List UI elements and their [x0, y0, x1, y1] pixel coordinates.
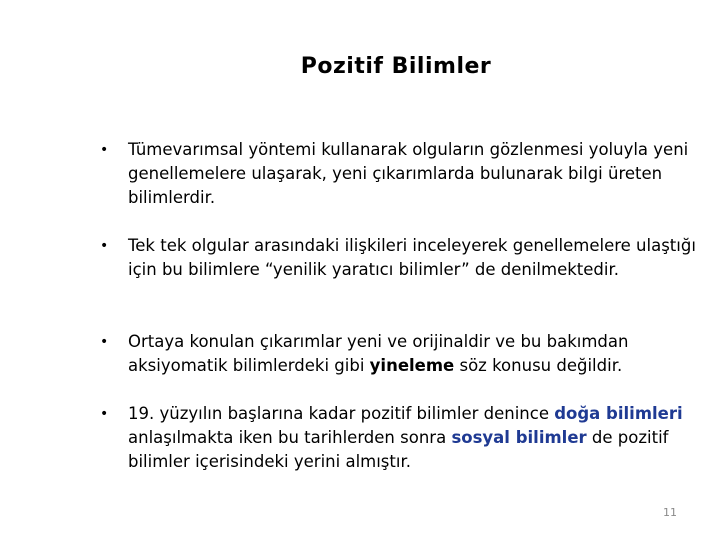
slide-title: Pozitif Bilimler: [300, 54, 492, 79]
bullet-marker: •: [100, 142, 109, 158]
bullet-item-1: [100, 138, 700, 210]
bullet-marker: •: [100, 238, 109, 254]
bullet-4-part-3: de pozitif bilimler içerisindeki yerini almıştır.: [128, 428, 669, 471]
bullet-marker: •: [100, 406, 109, 422]
bullet-item-2: [100, 234, 700, 282]
bullet-text-1: Tümevarımsal yöntemi kullanarak olguların gözlenmesi yoluyla yeni genellemelere ulaşarak, yeni çıkarımlarda bulunarak bilgi üreten bilimlerdir.: [128, 140, 689, 207]
bullet-4-part-1: 19. yüzyılın başlarına kadar pozitif bilimler denince: [128, 404, 555, 423]
bullet-text-3: [128, 330, 700, 378]
keyword-doga-bilimleri: doğa bilimleri: [554, 404, 683, 423]
keyword-yineleme: yineleme: [369, 356, 455, 375]
bullet-item-3: [100, 330, 700, 378]
keyword-sosyal-bilimler: sosyal bilimler: [451, 428, 587, 447]
bullet-item-4: [100, 402, 700, 474]
bullet-text-2: Tek tek olgular arasındaki ilişkileri inceleyerek genellemelere ulaştığı için bu bilimlere “yenilik yaratıcı bilimler” de denilmektedir.: [128, 236, 696, 279]
bullet-marker: •: [100, 334, 109, 350]
bullet-4-part-2: anlaşılmakta iken bu tarihlerden sonra: [128, 428, 452, 447]
page-number: 11: [663, 506, 677, 519]
bullet-text-4: [128, 402, 700, 474]
bullet-3-part-1: Ortaya konulan çıkarımlar yeni ve orijinaldir ve bu bakımdan aksiyomatik bilimlerdeki gibi: [128, 332, 629, 375]
bullet-3-part-2: söz konusu değildir.: [454, 356, 623, 375]
